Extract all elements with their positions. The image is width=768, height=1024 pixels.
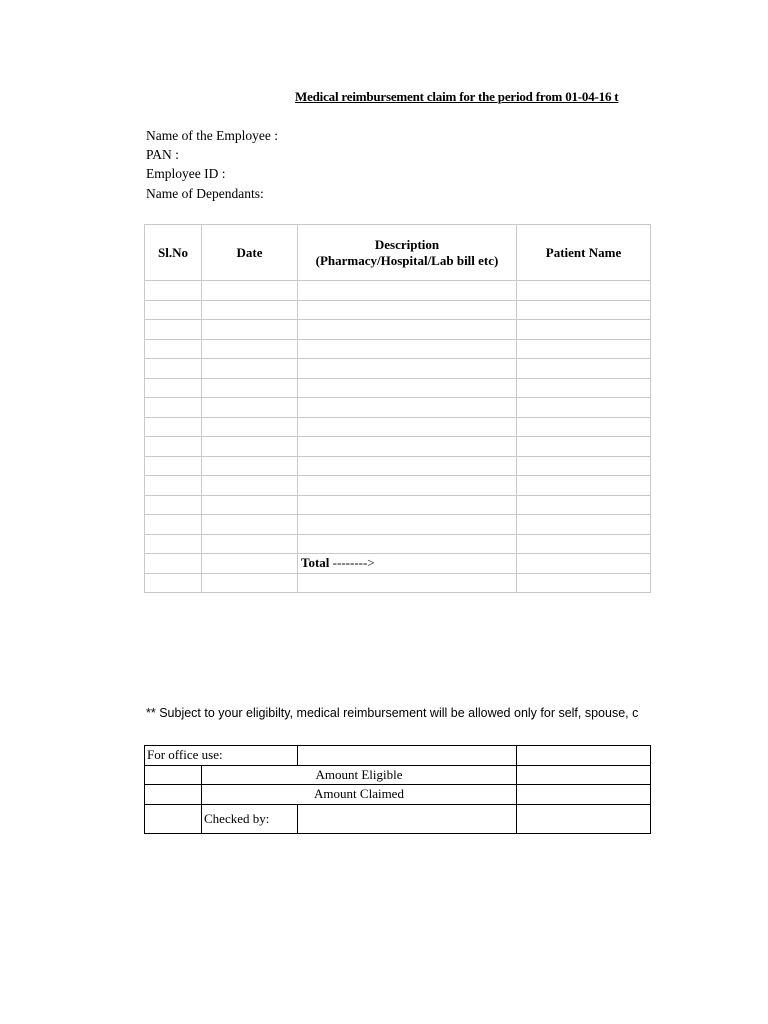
claim-table — [144, 224, 651, 593]
table-row — [145, 339, 652, 359]
table-row — [145, 378, 652, 398]
header-sl-no: Sl.No — [145, 225, 202, 281]
header-patient-name: Patient Name — [517, 225, 651, 281]
table-row — [145, 359, 652, 379]
table-row — [145, 456, 652, 476]
employee-id-label: Employee ID : — [146, 166, 226, 181]
header-description-line1: Description — [374, 236, 440, 252]
table-row — [145, 398, 652, 418]
amount-eligible-label: Amount Eligible — [202, 765, 517, 785]
table-row — [145, 320, 652, 340]
checked-by-row — [145, 804, 652, 833]
office-use-table — [144, 745, 651, 834]
total-label: Total — [301, 555, 330, 571]
dependants-label: Name of Dependants: — [146, 186, 264, 201]
header-description-line2: (Pharmacy/Hospital/Lab bill etc) — [315, 252, 499, 268]
table-row — [145, 573, 652, 593]
document-title: Medical reimbursement claim for the period from 01-04-16 t — [295, 89, 619, 104]
total-label-cell — [298, 554, 517, 574]
employee-name-label: Name of the Employee : — [146, 128, 278, 143]
header-description — [298, 225, 517, 281]
total-arrow: --------> — [332, 555, 375, 571]
claim-table-header — [145, 225, 652, 281]
table-row — [145, 476, 652, 496]
office-use-label: For office use: — [145, 746, 298, 766]
table-row — [145, 300, 652, 320]
table-row — [145, 515, 652, 535]
table-row — [145, 437, 652, 457]
header-date: Date — [202, 225, 298, 281]
amount-claimed-row — [145, 785, 652, 805]
table-row — [145, 281, 652, 301]
total-row — [145, 554, 652, 574]
checked-by-label: Checked by: — [202, 804, 298, 833]
amount-eligible-row — [145, 765, 652, 785]
office-use-row — [145, 746, 652, 766]
table-row — [145, 534, 652, 554]
eligibility-note: ** Subject to your eligibilty, medical reimbursement will be allowed only for self, spouse, c — [146, 706, 639, 720]
pan-label: PAN : — [146, 147, 179, 162]
amount-claimed-label: Amount Claimed — [202, 785, 517, 805]
table-row — [145, 417, 652, 437]
table-row — [145, 495, 652, 515]
